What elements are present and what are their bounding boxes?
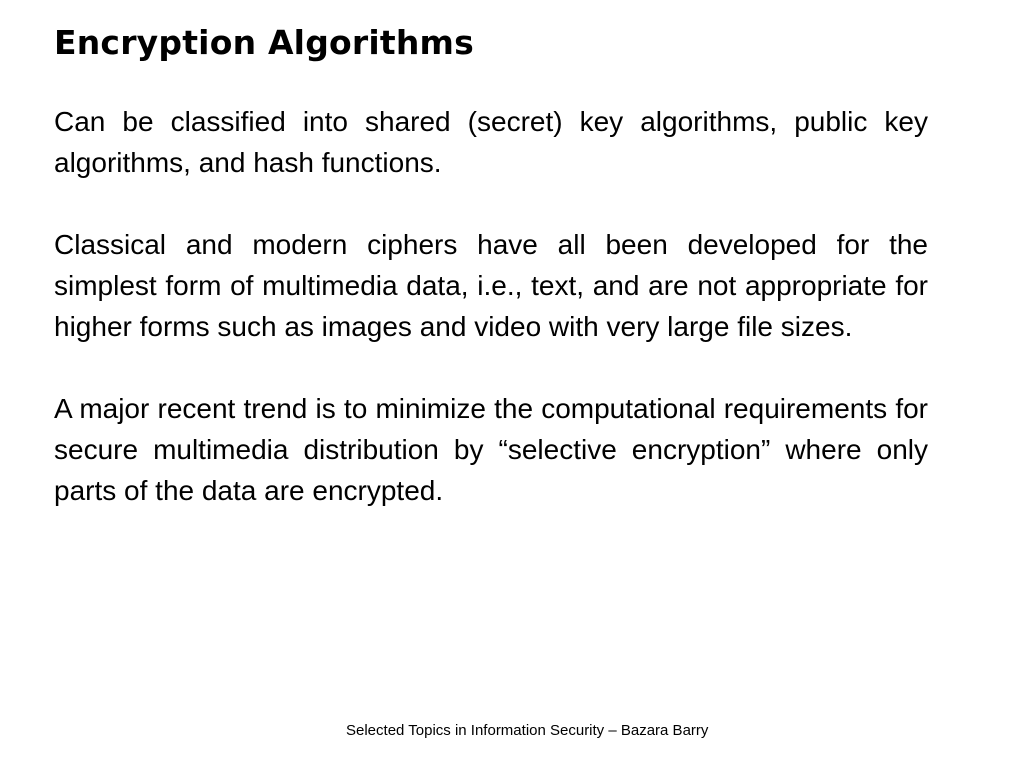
body-paragraph-classical-ciphers: Classical and modern ciphers have all been developed for the simplest form of multimedia data, i.e., text, and are not appropriate for higher forms such as images and video with very large file sizes. [54, 229, 928, 342]
slide-body [54, 101, 928, 511]
slide-footer: Selected Topics in Information Security – Bazara Barry [346, 722, 709, 739]
slide-title: Encryption Algorithms [54, 23, 474, 62]
body-paragraph-selective-encryption: A major recent trend is to minimize the computational requirements for secure multimedia distribution by “selective encryption” where only parts of the data are encrypted. [54, 393, 928, 506]
body-paragraph-classification: Can be classified into shared (secret) key algorithms, public key algorithms, and hash functions. [54, 106, 928, 178]
